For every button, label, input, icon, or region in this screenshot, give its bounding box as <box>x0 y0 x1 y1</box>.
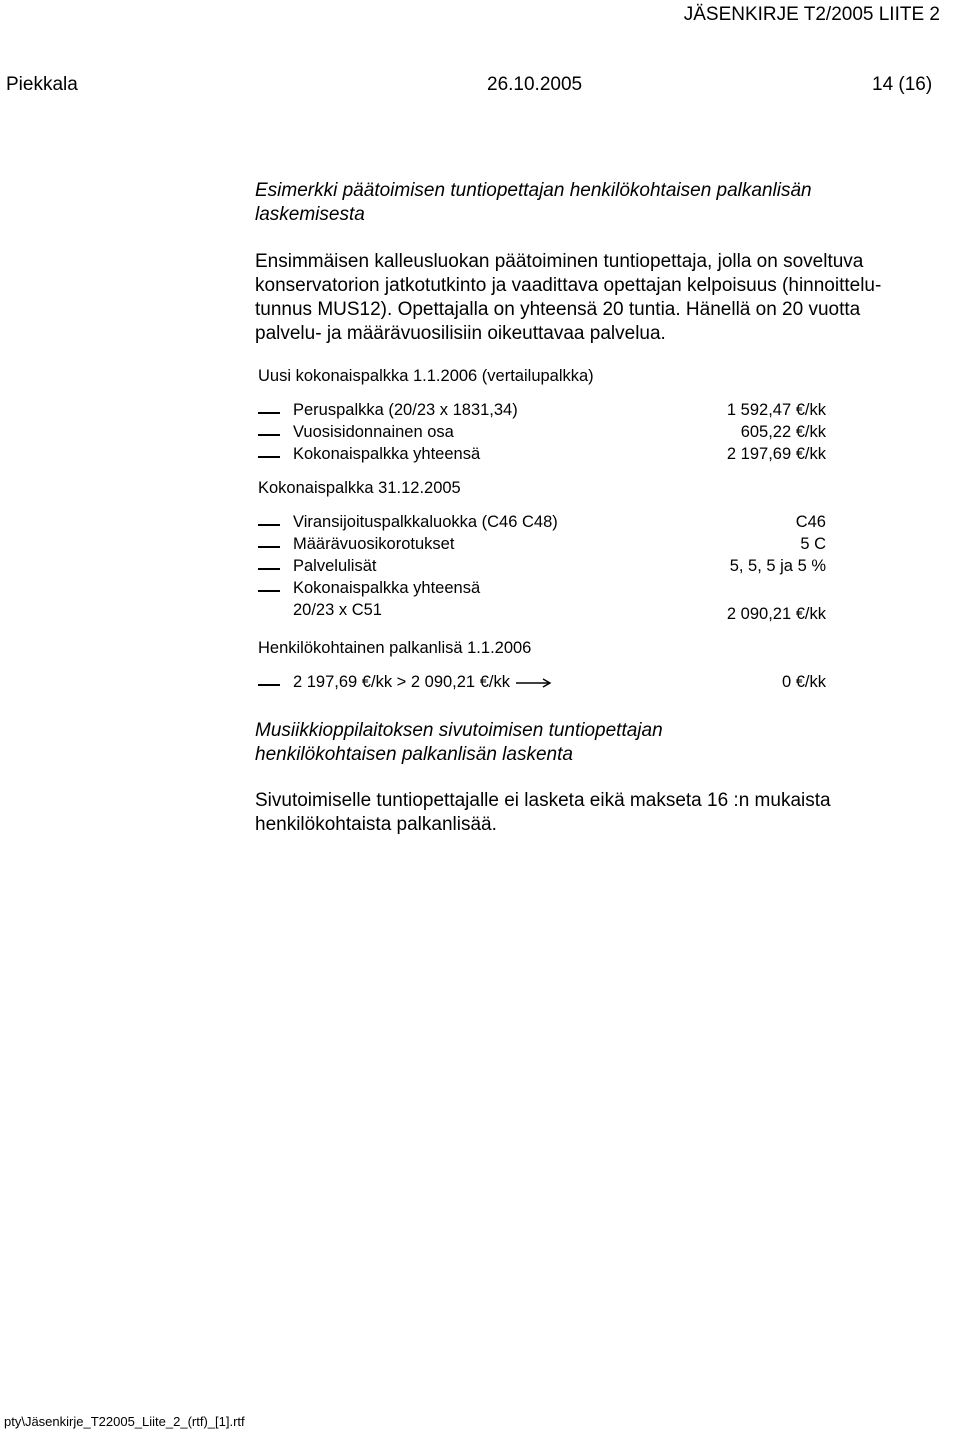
new-salary-row-label: Vuosisidonnainen osa <box>293 423 454 441</box>
personal-bonus-value: 0 €/kk <box>781 673 826 691</box>
example-paragraph-line: Ensimmäisen kalleusluokan päätoiminen tuntiopettaja, jolla on soveltuva <box>255 251 864 272</box>
document-title: JÄSENKIRJE T2/2005 LIITE 2 <box>683 4 940 25</box>
example-heading-line2: laskemisesta <box>255 204 365 225</box>
right-arrow-icon <box>516 677 552 689</box>
example-heading-line1: Esimerkki päätoimisen tuntiopettajan henkilökohtaisen palkanlisän <box>255 180 812 201</box>
footer-file-path: pty\Jäsenkirje_T22005_Liite_2_(rtf)_[1].rtf <box>4 1414 245 1429</box>
list-dash <box>258 546 280 548</box>
document-date: 26.10.2005 <box>487 74 583 95</box>
part-time-heading-line2: henkilökohtaisen palkanlisän laskenta <box>255 744 573 765</box>
new-salary-row-value: 1 592,47 €/kk <box>726 401 826 419</box>
old-salary-total-value: 2 090,21 €/kk <box>726 605 826 623</box>
old-salary-total-label: Kokonaispalkka yhteensä <box>293 579 481 597</box>
old-salary-total-formula: 20/23 x C51 <box>293 601 382 619</box>
list-dash <box>258 684 280 686</box>
list-dash <box>258 568 280 570</box>
new-salary-row-label: Kokonaispalkka yhteensä <box>293 445 481 463</box>
old-salary-row-value: 5 C <box>800 535 826 553</box>
list-dash <box>258 412 280 414</box>
old-salary-row-label: Palvelulisät <box>293 557 377 575</box>
list-dash <box>258 590 280 592</box>
author-place: Piekkala <box>6 74 78 95</box>
personal-bonus-comparison <box>293 673 552 692</box>
new-salary-row-label: Peruspalkka (20/23 x 1831,34) <box>293 401 518 419</box>
list-dash <box>258 456 280 458</box>
part-time-paragraph-line: Sivutoimiselle tuntiopettajalle ei lasketa eikä makseta 16 :n mukaista <box>255 790 831 811</box>
list-dash <box>258 524 280 526</box>
personal-bonus-comparison-text: 2 197,69 €/kk > 2 090,21 €/kk <box>293 673 510 691</box>
new-salary-title: Uusi kokonaispalkka 1.1.2006 (vertailupalkka) <box>258 367 594 385</box>
new-salary-row-value: 2 197,69 €/kk <box>726 445 826 463</box>
new-salary-row-value: 605,22 €/kk <box>740 423 826 441</box>
example-paragraph-line: konservatorion jatkotutkinto ja vaadittava opettajan kelpoisuus (hinnoittelu- <box>255 275 882 296</box>
personal-bonus-title: Henkilökohtainen palkanlisä 1.1.2006 <box>258 639 532 657</box>
part-time-heading-line1: Musiikkioppilaitoksen sivutoimisen tuntiopettajan <box>255 720 663 741</box>
old-salary-title: Kokonaispalkka 31.12.2005 <box>258 479 461 497</box>
part-time-paragraph-line: henkilökohtaista palkanlisää. <box>255 814 497 835</box>
old-salary-row-value: 5, 5, 5 ja 5 % <box>729 557 826 575</box>
old-salary-row-label: Viransijoituspalkkaluokka (C46 C48) <box>293 513 558 531</box>
page-number: 14 (16) <box>872 74 933 95</box>
example-paragraph-line: palvelu- ja määrävuosilisiin oikeuttavaa palvelua. <box>255 323 666 344</box>
old-salary-row-label: Määrävuosikorotukset <box>293 535 455 553</box>
old-salary-row-value: C46 <box>795 513 826 531</box>
example-paragraph-line: tunnus MUS12). Opettajalla on yhteensä 20 tuntia. Hänellä on 20 vuotta <box>255 299 861 320</box>
list-dash <box>258 434 280 436</box>
